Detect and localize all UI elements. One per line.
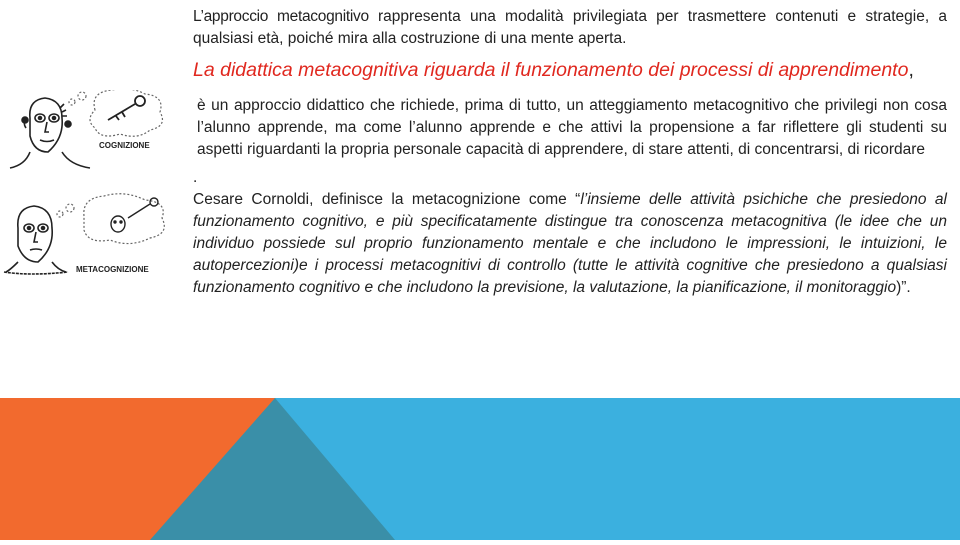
slide-text bbox=[193, 6, 947, 299]
approach-emphasis: come l’alunno apprende bbox=[363, 119, 536, 136]
footer-shapes bbox=[0, 398, 960, 540]
metacognition-label: METACOGNIZIONE bbox=[76, 265, 149, 274]
quote-closing: )”. bbox=[896, 279, 911, 296]
metacognition-head-icon bbox=[4, 206, 68, 274]
approach-after: e che attivi la propensione a far riflettere gli studenti su aspetti riguardanti la propria personale capacità di apprendere, di stare attenti, di concentrarsi, di ricordare bbox=[197, 119, 947, 158]
approach-before: è un approccio didattico che richiede, prima di tutto, un atteggiamento metacognitivo che privilegi non cosa l’alunno apprende, ma bbox=[197, 97, 947, 136]
decorative-footer bbox=[0, 398, 960, 540]
quote-paragraph bbox=[193, 189, 947, 299]
quote-italic: l’insieme delle attività psichiche che presiedono al funzionamento cognitivo, e più specificatamente distingue tra conoscenza metacognitiva (le idee che un individuo possiede sul proprio funzionamento mentale e che includono le impressioni, le intuizioni, le autopercezioni)e i processi metacognitivi di controllo (tutte le attività cognitive che presiedono a qualsiasi funzionamento cognitivo e che includono la previsione, la valutazione, la pianificazione, il monitoraggio bbox=[193, 191, 947, 296]
small-head-in-bubble-icon bbox=[111, 198, 158, 232]
thinking-heads-drawing bbox=[0, 90, 185, 290]
heading-paragraph bbox=[193, 58, 947, 83]
thought-bubble-top bbox=[69, 90, 162, 136]
intro-rest: rappresenta una modalità privilegiata per trasmettere contenuti e strategie, a qualsiasi età, poiché mira alla costruzione di una mente aperta. bbox=[193, 8, 947, 47]
heading-comma: , bbox=[908, 59, 914, 81]
heading-text: La didattica metacognitiva riguarda il funzionamento dei processi di apprendimento bbox=[193, 59, 909, 81]
approach-paragraph bbox=[197, 95, 947, 161]
dot-line: . bbox=[193, 169, 198, 186]
intro-highlight: L’approccio metacognitivo bbox=[193, 8, 369, 25]
cognition-head-icon bbox=[10, 98, 90, 168]
quote-intro: Cesare Cornoldi, definisce la metacognizione come “ bbox=[193, 191, 581, 208]
thought-bubble-bottom bbox=[57, 194, 164, 244]
cartoon-illustration bbox=[0, 90, 185, 290]
idea-key-icon bbox=[108, 96, 145, 120]
intro-paragraph bbox=[193, 6, 947, 50]
cognition-label: COGNIZIONE bbox=[99, 141, 150, 150]
